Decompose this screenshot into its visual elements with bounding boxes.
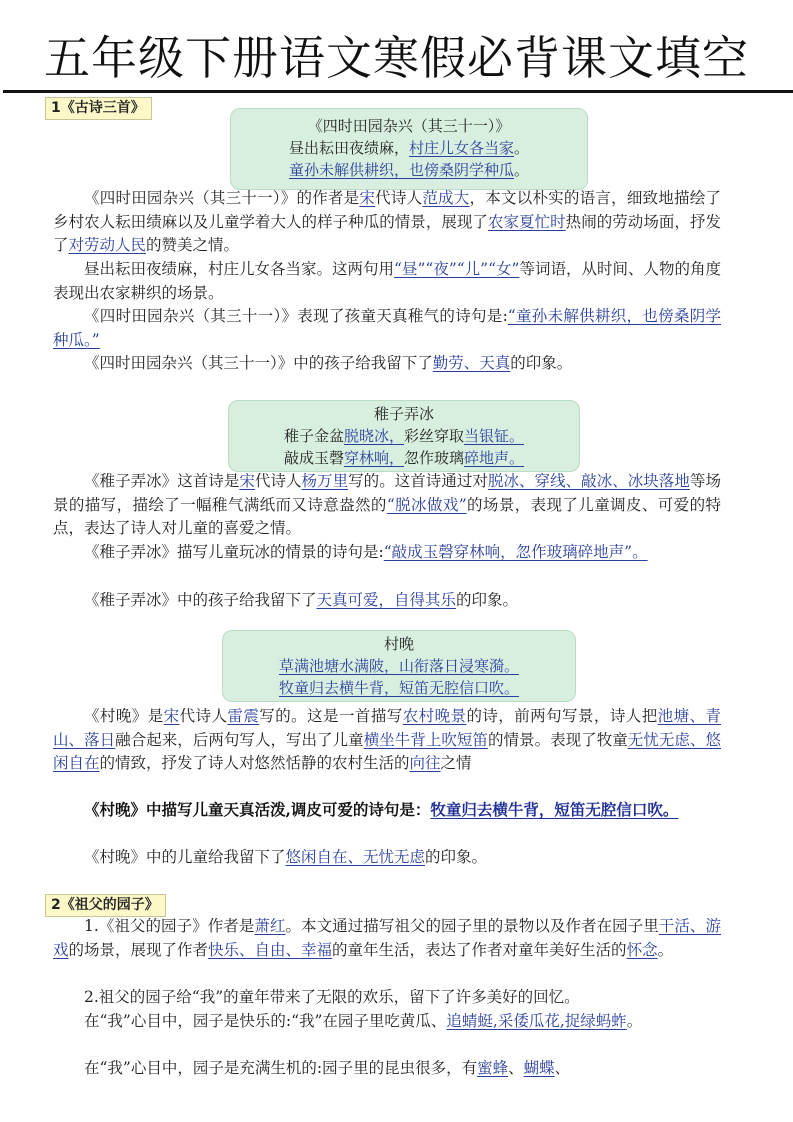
text-run: 稚子金盆 — [283, 427, 344, 445]
text-run: 的印象。 — [425, 848, 488, 866]
text-run: 忽作玻璃 — [404, 449, 465, 467]
paragraph — [53, 1057, 721, 1081]
fill-blank: 池塘、青山、落日 — [53, 707, 721, 749]
fill-blank: 杨万里 — [301, 472, 349, 490]
fill-blank: 勤劳、天真 — [432, 354, 511, 372]
text-run: 在“我”心目中，园子是充满生机的:园子里的昆虫很多，有 — [84, 1059, 478, 1077]
text-run: 的童年生活，表达了作者对童年美好生活的 — [332, 940, 627, 959]
fill-blank: 牧童归去横牛背，短笛无腔信口吹。 — [278, 679, 519, 697]
text-run: 等词语，从时间、人物的角度表现出农家耕织的场景。 — [53, 260, 721, 302]
paragraph — [53, 915, 721, 962]
text-run: 昼出耘田夜绩麻，村庄儿女各当家。这两句用 — [84, 260, 395, 278]
poem-box-zhizi — [228, 400, 580, 472]
page-title: 五年级下册语文寒假必背课文填空 — [44, 31, 749, 85]
fill-blank: 横坐牛背上吹短笛 — [363, 730, 488, 749]
poem-line — [229, 425, 579, 447]
fill-blank: 干活、游戏 — [53, 917, 721, 959]
fill-blank: 草满池塘水满陂，山衔落日浸寒漪。 — [278, 657, 519, 675]
fill-blank: “敲成玉磬穿林响，忽作玻璃碎地声”。 — [383, 543, 648, 561]
section-label-1: 1《古诗三首》 — [45, 97, 152, 120]
text-run: 代诗人 — [375, 189, 423, 207]
fill-blank: 萧红 — [254, 917, 286, 935]
paragraph — [53, 258, 721, 305]
fill-blank: 蝴蝶 — [523, 1059, 555, 1077]
text-run: 《稚子弄冰》中的孩子给我留下了 — [84, 591, 317, 609]
fill-blank: 农家夏忙时 — [487, 212, 566, 231]
poem-text: 。 — [514, 139, 530, 157]
poem-text: 。 — [514, 161, 530, 179]
fill-blank: 脱晓冰， — [343, 427, 404, 445]
text-run: 1.《祖父的园子》作者是 — [84, 917, 255, 935]
text-run: 。本文通过描写祖父的园子里的景物以及作者在园子里 — [285, 917, 659, 935]
fill-blank: 悠闲自在、无忧无虑 — [285, 848, 426, 866]
text-run: 之情 — [440, 754, 472, 772]
text-run: 的场景，表现了儿童调皮、可爱的特点，表达了诗人对儿童的喜爱之情。 — [53, 495, 721, 537]
text-run: 。 — [626, 1012, 643, 1030]
fill-blank: 范成大 — [422, 189, 470, 207]
text-run: 《四时田园杂兴（其三十一）》表现了孩童天真稚气的诗句是: — [84, 307, 508, 325]
paragraph — [53, 846, 721, 870]
fill-blank: 蜜蜂 — [477, 1059, 509, 1077]
fill-blank: 童孙未解供耕织，也傍桑阴学种瓜 — [288, 161, 514, 179]
poem-line — [229, 447, 579, 469]
title-divider — [3, 90, 793, 93]
text-run: 代诗人 — [254, 472, 302, 490]
text-run: 代诗人 — [179, 707, 228, 725]
fill-blank: 怀念 — [626, 940, 658, 959]
text-run: 敲成玉磬 — [283, 449, 344, 467]
poem-box-sishi — [230, 108, 588, 190]
fill-blank: 对劳动人民 — [68, 236, 147, 254]
paragraph — [53, 470, 721, 541]
fill-blank: “童孙未解供耕织，也傍桑阴学种瓜。” — [53, 307, 721, 349]
fill-blank: 天真可爱，自得其乐 — [316, 591, 457, 609]
fill-blank: 无忧无虑、悠闲自在 — [53, 730, 721, 772]
text-run: 写的。这是一首描写 — [259, 707, 403, 725]
fill-blank: “昼”“夜”“儿”“女” — [394, 260, 520, 278]
text-run: 热闹的劳动场面，抒发了 — [53, 212, 721, 254]
paragraph — [53, 187, 721, 258]
text-run: 《村晚》中的儿童给我留下了 — [84, 848, 286, 866]
text-run: 的情景。表现了牧童 — [487, 730, 628, 749]
text-run: 《村晚》中描写儿童天真活泼,调皮可爱的诗句是： — [84, 800, 431, 819]
fill-blank: 宋 — [359, 189, 376, 207]
fill-blank: 村庄儿女各当家 — [408, 139, 514, 157]
fill-blank: 向往 — [409, 754, 441, 772]
fill-blank: 穿林响， — [343, 449, 404, 467]
text-run: 《稚子弄冰》这首诗是 — [84, 472, 240, 490]
text-run: 《四时田园杂兴（其三十一）》的作者是 — [84, 189, 360, 207]
fill-blank: “脱冰做戏” — [386, 495, 467, 514]
text-run: 2.祖父的园子给“我”的童年带来了无限的欢乐，留下了许多美好的回忆。 — [84, 988, 580, 1006]
paragraph — [53, 705, 721, 776]
poem-line — [231, 137, 587, 159]
fill-blank: 宋 — [239, 472, 255, 490]
fill-blank: 宋 — [163, 707, 180, 725]
text-run: 的诗，前两句写景，诗人把 — [466, 707, 658, 725]
text-run: 融合起来，后两句写人，写出了儿童 — [115, 730, 364, 749]
paragraph — [53, 305, 721, 352]
text-run: 写的。这首诗通过对 — [348, 472, 488, 490]
paragraph — [53, 589, 721, 613]
text-run: 在“我”心目中，园子是快乐的:“我”在园子里吃黄瓜、 — [84, 1012, 447, 1030]
text-run: 。 — [657, 940, 674, 959]
poem-line — [223, 655, 575, 677]
poem-title: 稚子弄冰 — [373, 405, 434, 423]
text-run: 等场景的描写，描绘了一幅稚气满纸而又诗意盎然的 — [53, 472, 721, 514]
paragraph-bold — [53, 798, 721, 822]
text-run: 的印象。 — [510, 354, 573, 372]
fill-blank: 牧童归去横牛背，短笛无腔信口吹。 — [430, 800, 679, 819]
text-run: 的赞美之情。 — [146, 236, 240, 254]
paragraph — [53, 1010, 721, 1034]
poem-title: 《四时田园杂兴（其三十一）》 — [307, 117, 511, 135]
poem-line — [223, 677, 575, 699]
poem-line — [231, 159, 587, 181]
paragraph — [53, 986, 721, 1010]
text-run: 、 — [554, 1059, 571, 1077]
text-run: 、 — [508, 1059, 524, 1077]
poem-title: 村晚 — [383, 635, 414, 653]
paragraph — [53, 541, 721, 565]
poem-box-cunwan — [222, 630, 576, 702]
text-run: 彩丝穿取 — [404, 427, 465, 445]
fill-blank: 脱冰、穿线、敲冰、冰块落地 — [487, 472, 690, 490]
fill-blank: 追蜻蜓,采倭瓜花,捉绿蚂蚱 — [446, 1012, 627, 1030]
text-run: 《村晚》是 — [84, 707, 164, 725]
text-run: ，本文以朴实的语言，细致地描绘了乡村农人耘田绩麻以及儿童学着大人的样子种瓜的情景，展现了 — [53, 189, 721, 231]
text-run: 《四时田园杂兴（其三十一）》中的孩子给我留下了 — [84, 354, 433, 372]
poem-text: 昼出耘田夜绩麻， — [288, 139, 409, 157]
fill-blank: 快乐、自由、幸福 — [208, 940, 333, 959]
text-run: 的场景，展现了作者 — [68, 940, 209, 959]
text-run: 的情致，抒发了诗人对悠然恬静的农村生活的 — [99, 754, 410, 772]
fill-blank: 碎地声。 — [464, 449, 525, 467]
paragraph — [53, 352, 721, 376]
fill-blank: 当银钲。 — [464, 427, 525, 445]
text-run: 的印象。 — [456, 591, 519, 609]
fill-blank: 农村晚景 — [402, 707, 467, 725]
section-label-2: 2《祖父的园子》 — [45, 894, 166, 917]
text-run: 《稚子弄冰》描写儿童玩冰的情景的诗句是: — [84, 543, 384, 561]
fill-blank: 雷震 — [227, 707, 260, 725]
